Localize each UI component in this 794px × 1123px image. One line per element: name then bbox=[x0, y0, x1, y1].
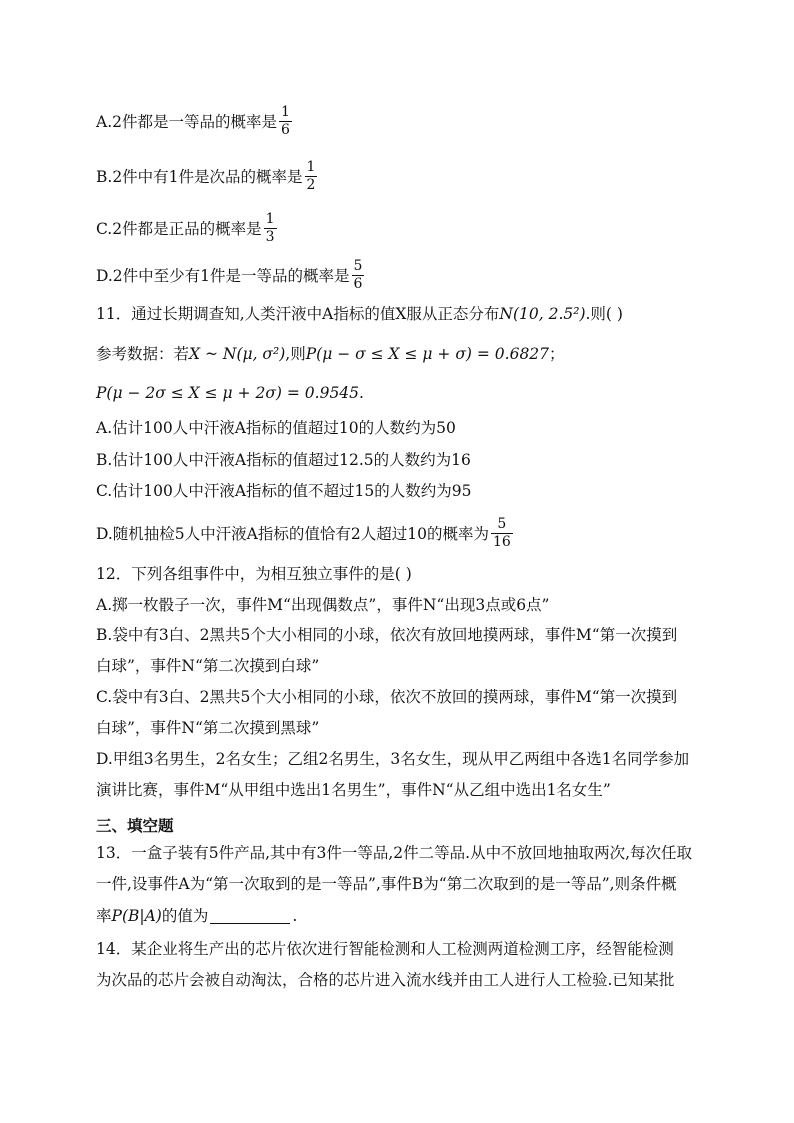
q13-line1: 13．一盒子装有5件产品,其中有3件一等品,2件二等品.从中不放回地抽取两次,每次任取 bbox=[96, 844, 693, 862]
option-text: D.2件中至少有1件是一等品的概率是 bbox=[96, 266, 350, 285]
q12-line: 演讲比赛，事件M“从甲组中选出1名男生”，事件N“从乙组中选出1名女生” bbox=[96, 781, 611, 799]
fraction: $\frac{1}{6}$ bbox=[280, 104, 290, 138]
q12-line: A.掷一枚骰子一次，事件M“出现偶数点”，事件N“出现3点或6点” bbox=[96, 596, 550, 614]
q12-line: 白球”，事件N“第二次摸到白球” bbox=[96, 657, 320, 675]
q10-option-c bbox=[96, 211, 714, 246]
option-text: C.2件都是正品的概率是 bbox=[96, 219, 262, 238]
q13-line2: 一件,设事件A为“第一次取到的是一等品”,事件B为“第二次取到的是一等品”,则条件概 bbox=[96, 875, 677, 893]
q12-line: 白球”，事件N“第二次摸到黑球” bbox=[96, 719, 320, 737]
q11-reference-line2: P(μ − 2σ ≤ X ≤ μ + 2σ) = 0.9545 . bbox=[96, 384, 364, 402]
math-distribution: N(10, 2.5²) bbox=[499, 305, 586, 323]
fraction: $\frac{5}{16}$ bbox=[492, 516, 511, 550]
q10-option-b bbox=[96, 159, 714, 194]
q11-option-c: C.估计100人中汗液A指标的值不超过15的人数约为95 bbox=[96, 482, 472, 500]
q13-line3: 率 P(B|A) 的值为 . bbox=[96, 907, 298, 925]
answer-blank[interactable] bbox=[210, 909, 290, 924]
q14-line1: 14．某企业将生产出的芯片依次进行智能检测和人工检测两道检测工序，经智能检测 bbox=[96, 940, 674, 958]
q10-option-d bbox=[96, 258, 714, 293]
q12-line: D.甲组3名男生，2名女生；乙组2名男生，3名女生，现从甲乙两组中各选1名同学参加 bbox=[96, 750, 690, 768]
q12-line: C.袋中有3白、2黑共5个大小相同的小球，依次不放回的摸两球，事件M“第一次摸到 bbox=[96, 688, 678, 706]
q11-reference-line1: 参考数据：若 X ~ N(μ, σ²) ,则 P(μ − σ ≤ X ≤ μ + σ) = 0.6827 ； bbox=[96, 345, 565, 363]
option-text: B.2件中有1件是次品的概率是 bbox=[96, 167, 303, 186]
q11-stem: 11．通过长期调查知,人类汗液中A指标的值X服从正态分布 N(10, 2.5²) .则( ) bbox=[96, 305, 623, 323]
q11-option-d: D.随机抽检5人中汗液A指标的值恰有2人超过10的概率为 $\frac{5}{16}$ bbox=[96, 516, 511, 550]
section-title: 三、填空题 bbox=[96, 817, 174, 835]
q14-line2: 为次品的芯片会被自动淘汰，合格的芯片进入流水线并由工人进行人工检验.已知某批 bbox=[96, 971, 675, 989]
fraction: $\frac{5}{6}$ bbox=[353, 258, 363, 292]
fraction: $\frac{1}{3}$ bbox=[265, 211, 275, 245]
option-text: A.2件都是一等品的概率是 bbox=[96, 112, 277, 131]
q10-option-a bbox=[96, 104, 714, 139]
q11-option-b: B.估计100人中汗液A指标的值超过12.5的人数约为16 bbox=[96, 451, 471, 469]
q11-option-a: A.估计100人中汗液A指标的值超过10的人数约为50 bbox=[96, 419, 456, 437]
q12-stem: 12．下列各组事件中，为相互独立事件的是( ) bbox=[96, 565, 412, 583]
fraction: $\frac{1}{2}$ bbox=[306, 159, 316, 193]
q12-line: B.袋中有3白、2黑共5个大小相同的小球，依次有放回地摸两球，事件M“第一次摸到 bbox=[96, 626, 678, 644]
